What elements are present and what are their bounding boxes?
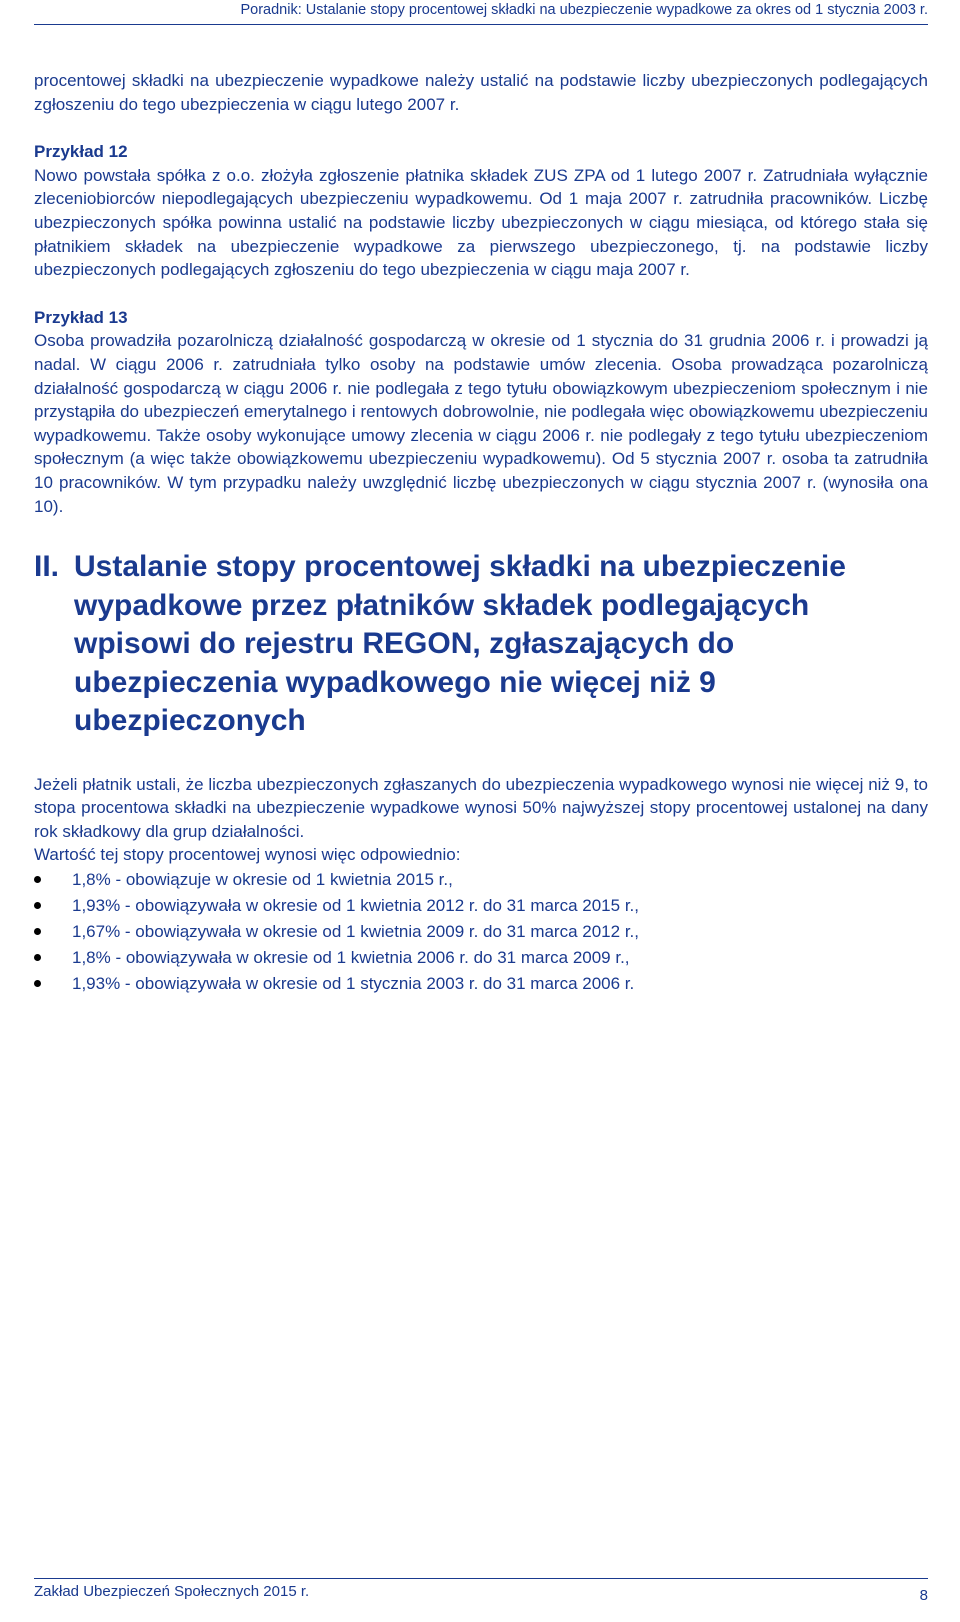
- bullet-icon: [34, 902, 41, 909]
- page-content: [34, 69, 928, 997]
- list-item: 1,93% - obowiązywała w okresie od 1 stycznia 2003 r. do 31 marca 2006 r.: [34, 971, 928, 997]
- list-item: 1,8% - obowiązuje w okresie od 1 kwietnia 2015 r.,: [34, 867, 928, 893]
- bullet-icon: [34, 954, 41, 961]
- section-title: Ustalanie stopy procentowej składki na ubezpieczenie wypadkowe przez płatników składek podlegających wpisowi do rejestru REGON, zgłaszających do ubezpieczenia wypadkowego nie więcej niż 9 ubezpieczonych: [74, 550, 846, 738]
- footer-publisher: Zakład Ubezpieczeń Społecznych 2015 r.: [34, 1583, 310, 1600]
- footer-divider: [34, 1578, 928, 1579]
- bullet-icon: [34, 928, 41, 935]
- example-12-title: Przykład 12: [34, 142, 128, 162]
- list-item: 1,93% - obowiązywała w okresie od 1 kwietnia 2012 r. do 31 marca 2015 r.,: [34, 893, 928, 919]
- example-13-text: Osoba prowadziła pozarolniczą działalność gospodarczą w okresie od 1 stycznia do 31 grudnia 2006 r. i prowadzi ją nadal. W ciągu 2006 r. zatrudniała tylko osoby na podstawie umów zlecenia. Osoba prowadząca pozarolniczą działalność gospodarczą w ciągu 2006 r. nie podlegała z tego tytułu obowiązkowym ubezpieczeniom społecznym i nie przystąpiła do ubezpieczeń emerytalnego i rentowych dobrowolnie, nie podlegała więc obowiązkowemu ubezpieczeniu wypadkowemu. Także osoby wykonujące umowy zlecenia w ciągu 2006 r. nie podlegały z tego tytułu ubezpieczeniom społecznym (a więc także obowiązkowemu ubezpieczeniu wypadkowemu). Od 5 stycznia 2007 r. osoba ta zatrudniła 10 pracowników. W tym przypadku należy uwzględnić liczbę ubezpieczonych w ciągu stycznia 2007 r. (wynosiła ona 10).: [34, 331, 928, 516]
- example-13-title: Przykład 13: [34, 307, 128, 327]
- list-item: 1,8% - obowiązywała w okresie od 1 kwietnia 2006 r. do 31 marca 2009 r.,: [34, 945, 928, 971]
- section-paragraph: Jeżeli płatnik ustali, że liczba ubezpieczonych zgłaszanych do ubezpieczenia wypadkowego wynosi nie więcej niż 9, to stopa procentowa składki na ubezpieczenie wypadkowe wynosi 50% najwyższej stopy procentowej ustalonej na dany rok składkowy dla grup działalności.: [34, 774, 928, 841]
- intro-paragraph: procentowej składki na ubezpieczenie wypadkowe należy ustalić na podstawie liczby ubezpieczonych podlegających zgłoszeniu do tego ubezpieczenia w ciągu lutego 2007 r.: [34, 71, 928, 114]
- section-heading: [34, 548, 928, 741]
- list-item: 1,67% - obowiązywała w okresie od 1 kwietnia 2009 r. do 31 marca 2012 r.,: [34, 919, 928, 945]
- section-number: II.: [34, 550, 60, 584]
- bullet-icon: [34, 876, 41, 883]
- rates-intro: Wartość tej stopy procentowej wynosi więc odpowiednio:: [34, 845, 461, 865]
- running-header: Poradnik: Ustalanie stopy procentowej składki na ubezpieczenie wypadkowe za okres od 1 stycznia 2003 r.: [34, 0, 928, 25]
- example-12-text: Nowo powstała spółka z o.o. złożyła zgłoszenie płatnika składek ZUS ZPA od 1 lutego 2007 r. Zatrudniała wyłącznie zleceniobiorców niepodlegających ubezpieczeniu wypadkowemu. Od 1 maja 2007 r. zatrudniła pracowników. Liczbę ubezpieczonych spółka powinna ustalić na podstawie liczby ubezpieczonych w ciągu miesiąca, od którego stała się płatnikiem składek na ubezpieczenie wypadkowe za pierwszego ubezpieczonego, tj. na podstawie liczby ubezpieczonych podlegających zgłoszeniu do tego ubezpieczenia w ciągu maja 2007 r.: [34, 165, 928, 280]
- page-number: 8: [919, 1587, 928, 1604]
- rates-list: [34, 867, 928, 997]
- bullet-icon: [34, 980, 41, 987]
